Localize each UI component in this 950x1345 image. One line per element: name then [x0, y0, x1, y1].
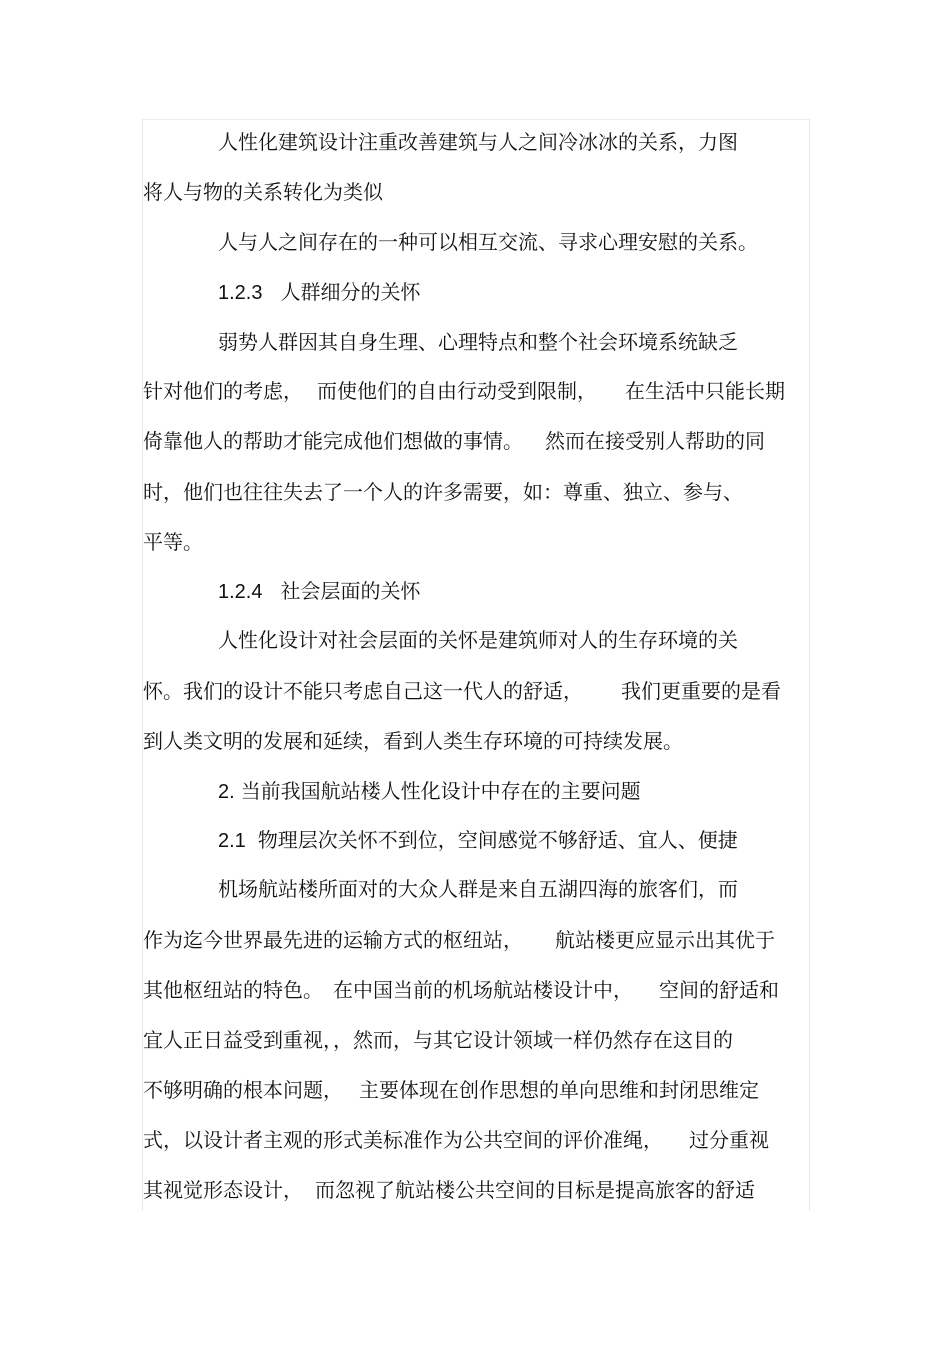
paragraph-line: 将人与物的关系转化为类似	[143, 180, 383, 204]
paragraph-line	[143, 1075, 759, 1105]
text-segment: 针对他们的考虑，	[143, 379, 303, 403]
paragraph-line	[143, 975, 779, 1005]
heading-title: 当前我国航站楼人性化设计中存在的主要问题	[240, 779, 641, 803]
paragraph-line	[143, 925, 775, 955]
heading-number: 2.1	[218, 830, 246, 852]
heading-title: 物理层次关怀不到位，空间感觉不够舒适、宜人、便捷	[257, 828, 738, 852]
paragraph-line	[143, 426, 765, 456]
heading-title: 社会层面的关怀	[280, 579, 421, 603]
text-segment: 其视觉形态设计，	[143, 1178, 303, 1202]
text-segment: 其他枢纽站的特色。	[143, 978, 323, 1002]
section-heading-1-2-3	[218, 277, 420, 307]
text-segment: 而使他们的自由行动受到限制，	[317, 379, 597, 403]
text-segment: 而忽视了航站楼公共空间的目标是提高旅客的舒适	[315, 1178, 755, 1202]
text-segment: 我们更重要的是看	[621, 679, 781, 703]
paragraph-line	[143, 376, 785, 406]
paragraph-line: 机场航站楼所面对的大众人群是来自五湖四海的旅客们，而	[218, 877, 738, 901]
heading-title: 人群细分的关怀	[280, 280, 421, 304]
text-segment: 航站楼更应显示出其优于	[555, 928, 775, 952]
paragraph-line: 到人类文明的发展和延续，看到人类生存环境的可持续发展。	[143, 729, 683, 753]
text-segment: 然而在接受别人帮助的同	[545, 429, 765, 453]
text-segment: 作为迄今世界最先进的运输方式的枢纽站，	[143, 928, 523, 952]
heading-number: 1.2.4	[218, 581, 263, 603]
text-segment: 式，以设计者主观的形式美标准作为公共空间的评价准绳，	[143, 1128, 663, 1152]
paragraph-line: 人性化设计对社会层面的关怀是建筑师对人的生存环境的关	[218, 628, 738, 652]
paragraph-line: 弱势人群因其自身生理、心理特点和整个社会环境系统缺乏	[218, 330, 738, 354]
text-segment: 不够明确的根本问题，	[143, 1078, 343, 1102]
text-segment: 过分重视	[689, 1128, 769, 1152]
paragraph-line: 人性化建筑设计注重改善建筑与人之间冷冰冰的关系，力图	[218, 130, 738, 154]
paragraph-line	[143, 1175, 755, 1205]
paragraph-line: 平等。	[143, 530, 203, 554]
paragraph-line: 人与人之间存在的一种可以相互交流、寻求心理安慰的关系。	[218, 230, 758, 254]
text-segment: 空间的舒适和	[659, 978, 779, 1002]
paragraph-line: 宜人正日益受到重视，，然而，与其它设计领域一样仍然存在这目的	[143, 1028, 733, 1052]
text-segment: 在生活中只能长期	[625, 379, 785, 403]
section-heading-2	[218, 776, 641, 806]
section-heading-1-2-4	[218, 576, 420, 606]
text-segment: 怀。我们的设计不能只考虑自己这一代人的舒适，	[143, 679, 583, 703]
text-segment: 倚靠他人的帮助才能完成他们想做的事情。	[143, 429, 523, 453]
text-segment: 在中国当前的机场航站楼设计中，	[333, 978, 633, 1002]
paragraph-line	[143, 1125, 769, 1155]
paragraph-line	[143, 676, 781, 706]
section-heading-2-1	[218, 825, 738, 855]
heading-number: 2.	[218, 781, 235, 803]
text-segment: 主要体现在创作思想的单向思维和封闭思维定	[359, 1078, 759, 1102]
heading-number: 1.2.3	[218, 282, 263, 304]
paragraph-line: 时，他们也往往失去了一个人的许多需要，如：尊重、独立、参与、	[143, 480, 743, 504]
